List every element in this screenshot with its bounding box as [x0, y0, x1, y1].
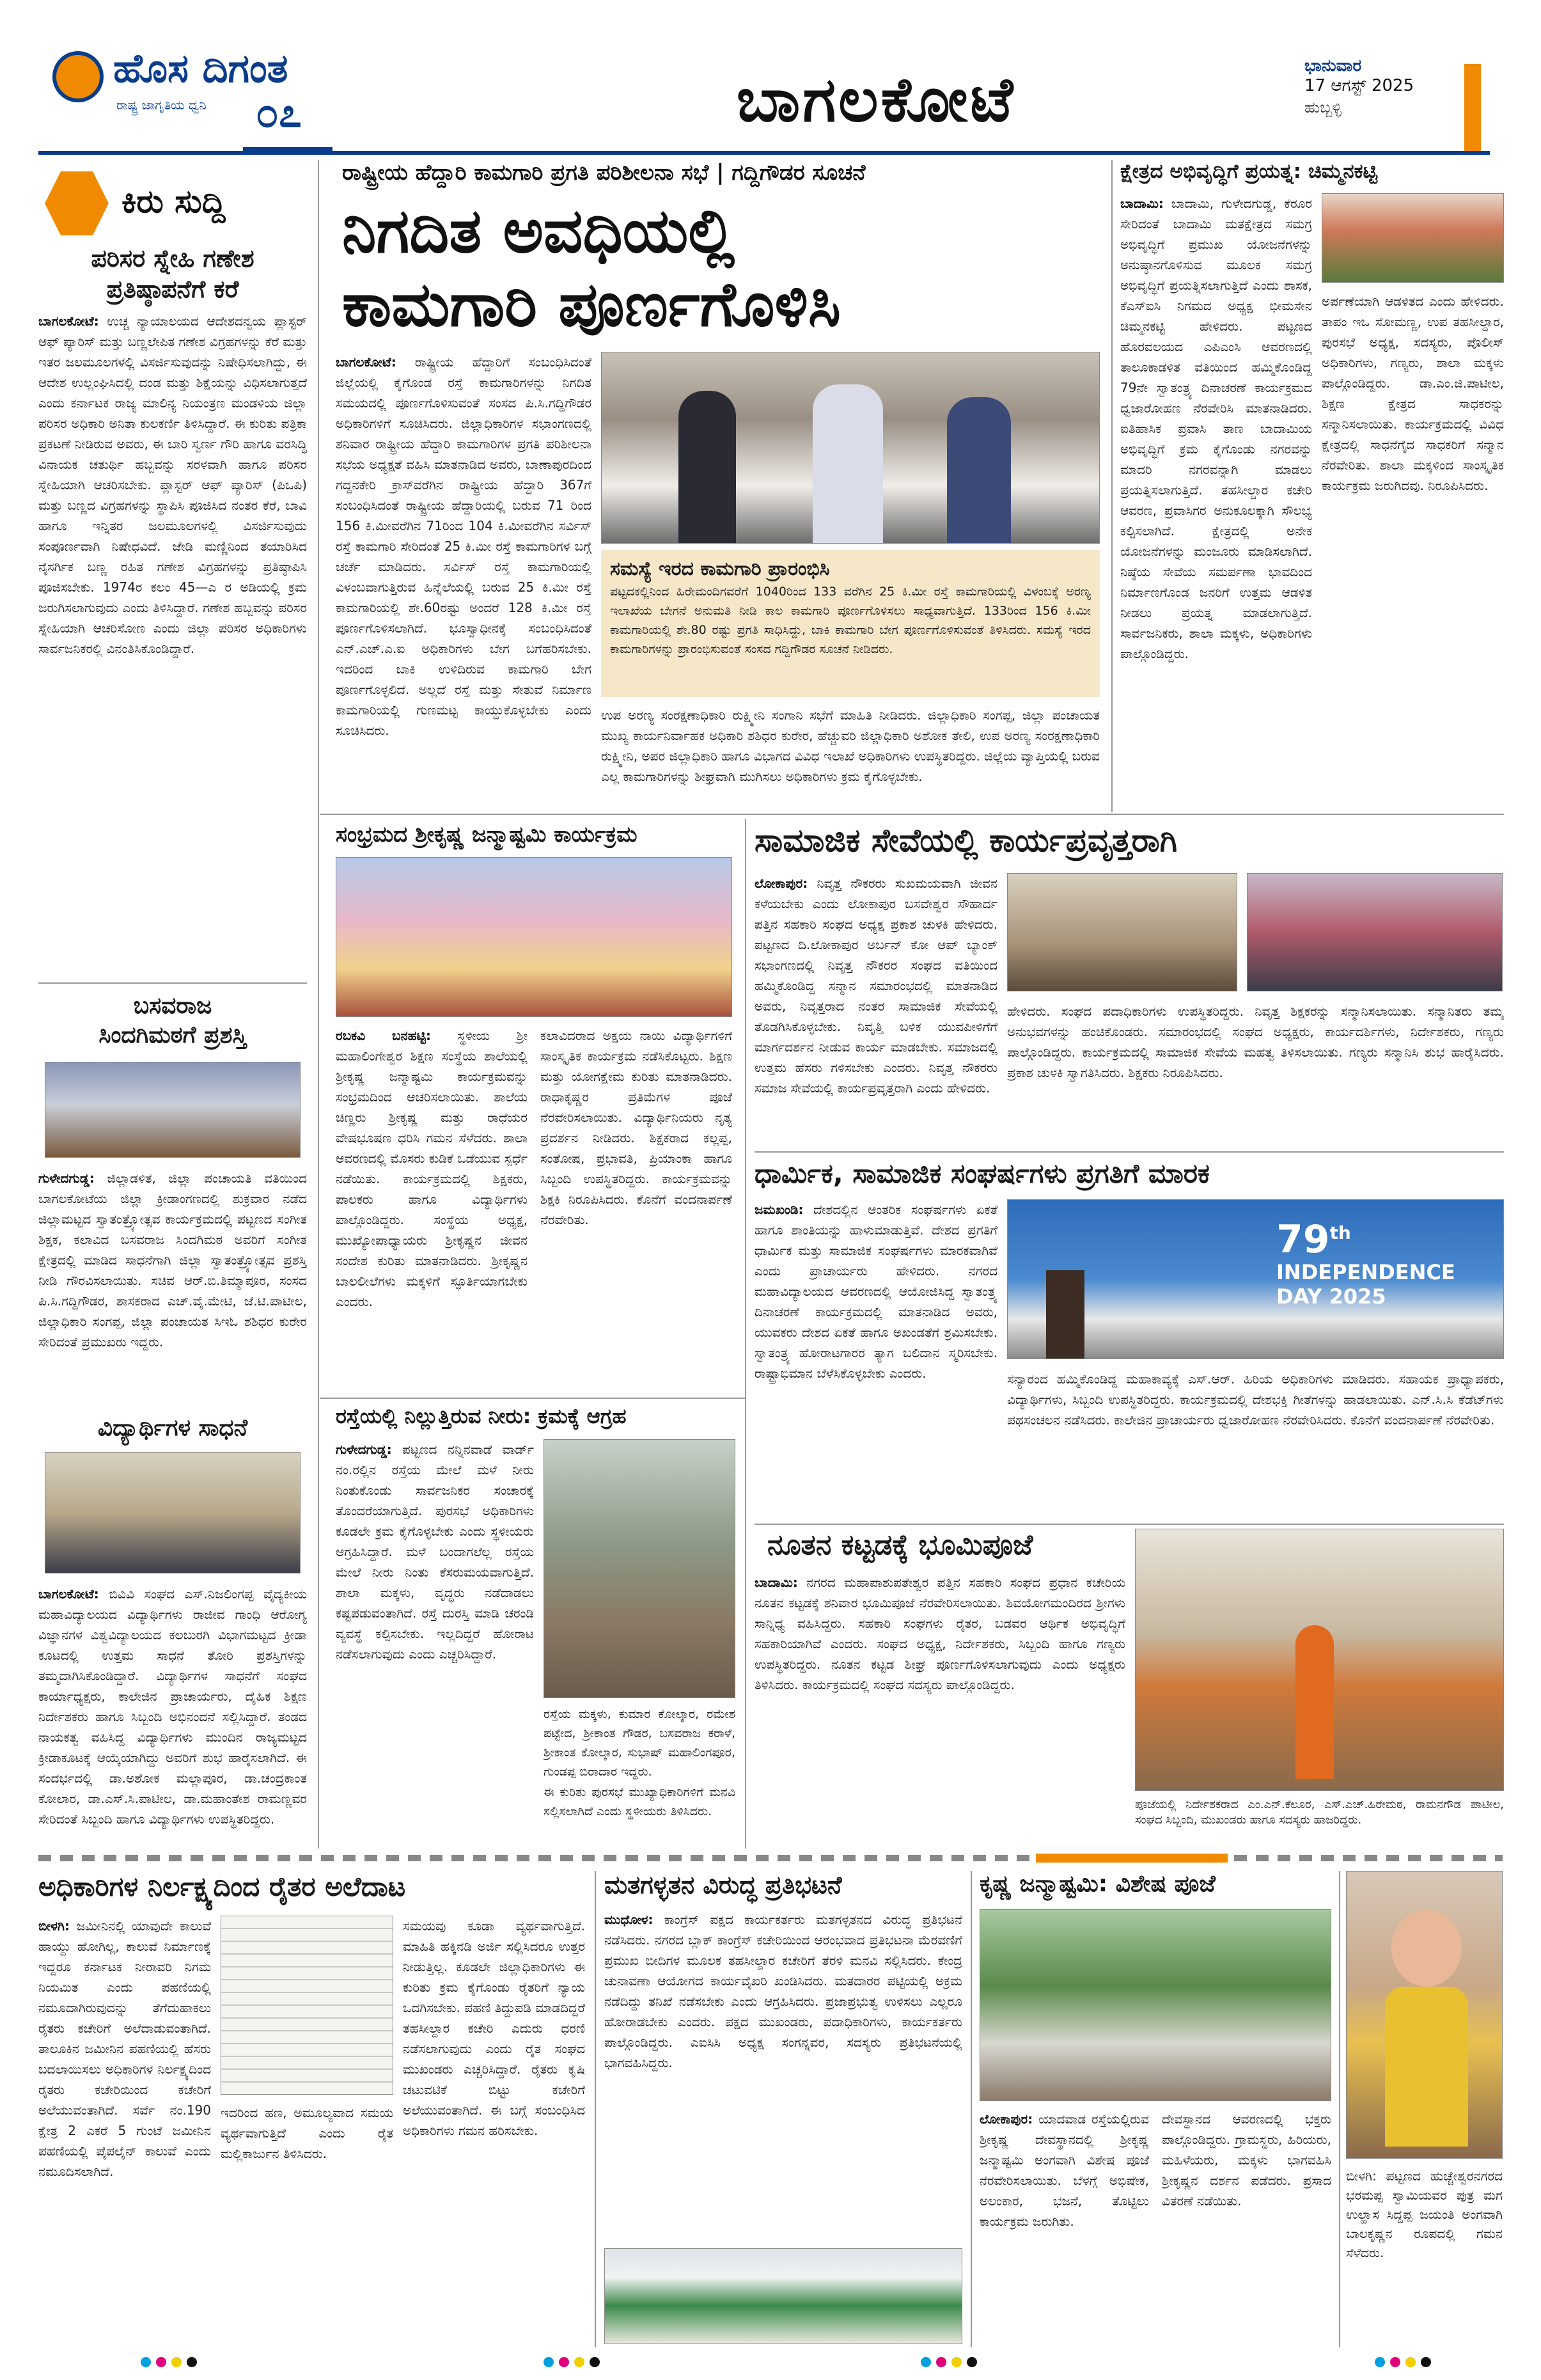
hand-icon [45, 171, 109, 235]
protest-body-text: ಕಾಂಗ್ರೆಸ್ ಪಕ್ಷದ ಕಾರ್ಯಕರ್ತರು ಮತಗಳ್ಳತನದ ವಿರುದ್ಧ ಪ್ರತಿಭಟನೆ ನಡೆಸಿದರು. ನಗರದ ಬ್ಲಾಕ್ ಕಾಂಗ್ರೆಸ್ ಕಚೇರಿಯಿಂದ ಆರಂಭವಾದ ಪ್ರತಿಭಟನಾ ಮೆರವಣಿಗೆ ಪ್ರಮುಖ ಬೀದಿಗಳ ಮೂಲಕ ತಹಸೀಲ್ದಾರ ಕಚೇರಿಗೆ ತೆರಳಿ ಮನವಿ ಸಲ್ಲಿಸಿದರು. ಕೇಂದ್ರ ಚುನಾವಣಾ ಆಯೋಗದ ಕಾರ್ಯವೈಖರಿ ಖಂಡಿಸಿದರು. ಮತದಾರರ ಪಟ್ಟಿಯಲ್ಲಿ ಅಕ್ರಮ ನಡೆದಿದ್ದು ತನಿಖೆ ನಡೆಸಬೇಕು ಎಂದು ಆಗ್ರಹಿಸಿದರು. ಪ್ರಜಾಪ್ರಭುತ್ವ ಉಳಿಸಲು ಎಲ್ಲರೂ ಹೋರಾಡಬೇಕು ಎಂದರು. ಪಕ್ಷದ ಮುಖಂಡರು, ಪದಾಧಿಕಾರಿಗಳು, ಕಾರ್ಯಕರ್ತರು ಪಾಲ್ಗೊಂಡಿದ್ದರು. ಎಐಸಿಸಿ ಅಧ್ಯಕ್ಷ ಸಂಗನ್ನವರ, ಸದಸ್ಯರು ಪ್ರತಿಭಟನೆಯಲ್ಲಿ ಭಾಗವಹಿಸಿದ್ದರು. [604, 1912, 962, 2070]
waterlogged-road-photo [544, 1439, 735, 1698]
reg-dot-magenta [559, 2357, 569, 2367]
lead-body-col2 [601, 705, 1100, 801]
water-body-text-2: ರಸ್ತೆಯ ಮಕ್ಕಳು, ಕುಮಾರ ಕೋಲ್ಕಾರ, ರಮೇಶ ಪಟ್ಟೇದ, ಶ್ರೀಕಾಂತ ಗೌಡರ, ಬಸವರಾಜ ಕರಾಳೆ, ಶ್ರೀಕಾಂತ ಕೋಲ್ಕಾರ, ಸುಭಾಷ್ ಮಹಾಲಿಂಗಪೂರ, ಗುಂಡಪ್ಪ ಬಿರಾದಾರ ಇದ್ದರು. [544, 1707, 735, 1779]
protest-rally-photo [604, 2248, 962, 2344]
photo-person-1 [678, 391, 736, 544]
reg-dot-cyan [141, 2357, 151, 2367]
reg-dot-magenta [1390, 2357, 1400, 2367]
bhoomi-story [755, 1529, 1504, 1848]
land-record-document-photo [221, 1916, 393, 2095]
masthead-rule [38, 151, 1490, 155]
social-body-2 [1007, 1001, 1504, 1142]
janmashtami-body-2 [540, 1025, 732, 1383]
region-headline: ಕ್ಷೇತ್ರದ ಅಭಿವೃದ್ಧಿಗೆ ಪ್ರಯತ್ನ: ಚಿಮ್ಮನಕಟ್ಟಿ [1120, 160, 1378, 183]
social-dateline: ಲೋಕಾಪುರ: [755, 876, 808, 891]
dharmika-body [755, 1199, 997, 1513]
lead-kicker: ರಾಷ್ಟ್ರೀಯ ಹೆದ್ದಾರಿ ಕಾಮಗಾರಿ ಪ್ರಗತಿ ಪರಿಶೀಲನಾ ಸಭೆ | ಗದ್ದಿಗೌಡರ ಸೂಚನೆ [342, 160, 866, 185]
masthead-orange-bar [1464, 64, 1481, 154]
protest-headline: ಮತಗಳ್ಳತನ ವಿರುದ್ಧ ಪ್ರತಿಭಟನೆ [604, 1871, 842, 1899]
janmashtami-bottom-divider [320, 1398, 745, 1399]
kiru-s2-title-2: ಸಿಂದಗಿಮಠಗೆ ಪ್ರಶಸ್ತಿ [98, 1022, 247, 1048]
krishna-temple-photo [980, 1909, 1331, 2101]
kiru-s2-dateline: ಗುಳೇದಗುಡ್ಡ: [38, 1170, 95, 1186]
water-body-text-3: ಈ ಕುರಿತು ಪುರಸಭೆ ಮುಖ್ಯಾಧಿಕಾರಿಗಳಿಗೆ ಮನವಿ ಸಲ್ಲಿಸಲಾಗಿದೆ ಎಂದು ಸ್ಥಳೀಯರು ತಿಳಿಸಿದರು. [544, 1785, 735, 1818]
section-title: ಬಾಗಲಕೋಟೆ [736, 64, 1016, 136]
janmashtami-body [336, 1025, 528, 1383]
kiru-story-3 [38, 1414, 307, 1827]
reg-dot-magenta [156, 2357, 166, 2367]
farmers-divider [595, 1871, 596, 2347]
row1-divider [320, 814, 1504, 815]
region-dateline: ಬಾದಾಮಿ: [1120, 196, 1164, 211]
kiru-s2-body [38, 1168, 307, 1411]
bhoomi-dateline: ಬಾದಾಮಿ: [755, 1575, 798, 1590]
bala-krishna-caption: ಬೀಳಗಿ: ಪಟ್ಟಣದ ಹುಚ್ಚೇಶ್ವರನಗರದ ಭರಮಪ್ಪ ಸ್ವಾಮಿಯವರ ಪುತ್ರ ಮಗ ಉಲ್ಹಾಸ ಸಿದ್ದಪ್ಪ ಜಯಂತಿ ಅಂಗವಾಗಿ ಬಾಲಕೃಷ್ಣನ ರೂಪದಲ್ಲಿ ಗಮನ ಸೆಳೆದರು. [1346, 2168, 1503, 2260]
bhoomi-body [755, 1572, 1125, 1844]
farmers-dateline: ಬೀಳಗಿ: [38, 1918, 70, 1934]
kiru-s3-dateline: ಬಾಗಲಕೋಟೆ: [38, 1586, 99, 1602]
protest-dateline: ಮುಧೋಳ: [604, 1912, 653, 1927]
water-body-2 [544, 1705, 735, 1781]
kiru-s1-text: ಉಚ್ಚ ನ್ಯಾಯಾಲಯದ ಆದೇಶದನ್ವಯ ಪ್ಲಾಸ್ಟರ್ ಆಫ್ ಪ್ಯಾರಿಸ್ ಮತ್ತು ಬಣ್ಣಲೇಪಿತ ಗಣೇಶ ವಿಗ್ರಹಗಳನ್ನು ಕೆರೆ ಮತ್ತು ಇತರ ಜಲಮೂಲಗಳಲ್ಲಿ ವಿಸರ್ಜಿಸುವುದನ್ನು ನಿಷೇಧಿಸಲಾಗಿದ್ದು, ಈ ಆದೇಶ ಉಲ್ಲಂಘಿಸಿದಲ್ಲಿ ದಂಡ ಮತ್ತು ಶಿಕ್ಷೆಯನ್ನು ವಿಧಿಸಲಾಗುತ್ತದೆ ಎಂದು ಕರ್ನಾಟಕ ರಾಜ್ಯ ಮಾಲಿನ್ಯ ನಿಯಂತ್ರಣ ಮಂಡಳಿಯ ಜಿಲ್ಲಾ ಪರಿಸರ ಅಧಿಕಾರಿ ಅನಿತಾ ಕುಲಕರ್ಣಿ ತಿಳಿಸಿದ್ದಾರೆ. ಈ ಕುರಿತು ಪತ್ರಿಕಾ ಪ್ರಕಟಣೆ ನೀಡಿರುವ ಅವರು, ಈ ಬಾರಿ ಸ್ವರ್ಣ ಗೌರಿ ಹಾಗೂ ವರಸಿದ್ಧಿ ವಿನಾಯಕ ಚತುರ್ಥಿ ಹಬ್ಬವನ್ನು ಸರಳವಾಗಿ ಹಾಗೂ ಪರಿಸರ ಸ್ನೇಹಿಯಾಗಿ ಆಚರಿಸಬೇಕು. ಪ್ಲಾಸ್ಟರ್ ಆಫ್ ಪ್ಯಾರಿಸ್ (ಪಿಒಪಿ) ಮತ್ತು ಬಣ್ಣದ ವಿಗ್ರಹಗಳನ್ನು ಸ್ಥಾಪಿಸಿ ಪೂಜಿಸಿದ ನಂತರ ಕೆರೆ, ಬಾವಿ ಹಾಗೂ ಇನ್ನಿತರ ಜಲಮೂಲಗಳಲ್ಲಿ ವಿಸರ್ಜಿಸುವುದು ಸಂಪೂರ್ಣವಾಗಿ ನಿಷೇಧವಿದೆ. ಜೇಡಿ ಮಣ್ಣಿನಿಂದ ತಯಾರಿಸಿದ ನೈಸರ್ಗಿಕ ಬಣ್ಣ ರಹಿತ ಗಣೇಶ ವಿಗ್ರಹಗಳನ್ನು ಪ್ರತಿಷ್ಠಾಪಿಸಿ ಪೂಜಿಸಬೇಕು. 1974ರ ಕಲಂ 45—ಎ ರ ಅಡಿಯಲ್ಲಿ ಕ್ರಮ ಜರುಗಿಸಲಾಗುವುದು ಎಂದು ತಿಳಿಸಿದ್ದಾರೆ. ಗಣೇಶ ಹಬ್ಬವನ್ನು ಪರಿಸರ ಸ್ನೇಹಿಯಾಗಿ ಆಚರಿಸೋಣ ಎಂದು ಜಿಲ್ಲಾ ಪರಿಸರ ಅಧಿಕಾರಿಗಳು ಸಾರ್ವಜನಿಕರಲ್ಲಿ ವಿನಂತಿಸಿಕೊಂಡಿದ್ದಾರೆ. [38, 313, 307, 656]
region-body-text: ಬಾದಾಮಿ, ಗುಳೇದಗುಡ್ಡ, ಕೆರೂರ ಸೇರಿದಂತೆ ಬಾದಾಮಿ ಮತಕ್ಷೇತ್ರದ ಸಮಗ್ರ ಅಭಿವೃದ್ಧಿಗೆ ಪ್ರಮುಖ ಯೋಜನೆಗಳನ್ನು ಅನುಷ್ಠಾನಗೊಳಿಸುವ ಮೂಲಕ ಸಮಗ್ರ ಅಭಿವೃದ್ಧಿಗೆ ಪ್ರಯತ್ನಿಸಲಾಗುತ್ತಿದೆ ಎಂದು ಶಾಸಕ, ಕೆಎಸ್‌ಐಸಿ ನಿಗಮದ ಅಧ್ಯಕ್ಷ ಭೀಮಸೇನ ಚಿಮ್ಮನಕಟ್ಟಿ ಹೇಳಿದರು. ಪಟ್ಟಣದ ಹೊರವಲಯದ ಎಪಿಎಂಸಿ ಆವರಣದಲ್ಲಿ ತಾಲೂಕಾಡಳಿತ ವತಿಯಿಂದ ಹಮ್ಮಿಕೊಂಡಿದ್ದ 79ನೇ ಸ್ವಾತಂತ್ರ್ಯ ದಿನಾಚರಣೆ ಕಾರ್ಯಕ್ರಮದ ಧ್ವಜಾರೋಹಣ ನೆರವೇರಿಸಿ ಮಾತನಾಡಿದರು. ಐತಿಹಾಸಿಕ ಪ್ರವಾಸಿ ತಾಣ ಬಾದಾಮಿಯ ಅಭಿವೃದ್ಧಿಗೆ ಕ್ರಮ ಕೈಗೊಂಡು ನಗರವನ್ನು ಮಾದರಿ ನಗರವನ್ನಾಗಿ ಮಾಡಲು ಪ್ರಯತ್ನಿಸಲಾಗುತ್ತಿದೆ. ತಹಸೀಲ್ದಾರ ಕಚೇರಿ ಆವರಣ, ಪ್ರವಾಸಿಗರ ಅನುಕೂಲಕ್ಕಾಗಿ ಸೌಲಭ್ಯ ಕಲ್ಪಿಸಲಾಗಿದೆ. ಕ್ಷೇತ್ರದಲ್ಲಿ ಅನೇಕ ಯೋಜನೆಗಳನ್ನು ಮಂಜೂರು ಮಾಡಿಸಲಾಗಿದೆ. ನಿಷ್ಠೆಯ ಸೇವೆಯ ಸಮರ್ಪಣಾ ಭಾವದಿಂದ ನಿರ್ಮಾಣಗೊಂಡ ಜನರಿಗೆ ಉತ್ತಮ ಆಡಳಿತ ನೀಡಲು ಪ್ರಯತ್ನ ಮಾಡಲಾಗುತ್ತಿದೆ. ಸಾರ್ವಜನಿಕರು, ಶಾಲಾ ಮಕ್ಕಳು, ಅಧಿಕಾರಿಗಳು ಪಾಲ್ಗೊಂಡಿದ್ದರು. [1120, 196, 1312, 661]
reg-dot-cyan [544, 2357, 554, 2367]
farmers-body-text-3: ಇದರಿಂದ ಹಣ, ಅಮೂಲ್ಯವಾದ ಸಮಯ ವ್ಯರ್ಥವಾಗುತ್ತಿದೆ ಎಂದು ರೈತ ಮಲ್ಲಿಕಾರ್ಜುನ ತಿಳಿಸಿದರು. [221, 2105, 393, 2161]
kiru-badge [38, 171, 307, 235]
lead-body-col1 [336, 352, 591, 800]
lead-caption-body: ಪಟ್ಟದಕಲ್ಲಿನಿಂದ ಹಿರೇಮಂದಿಗವರೆಗೆ 1040ರಿಂದ 133 ವರೆಗಿನ 25 ಕಿ.ಮೀ ರಸ್ತೆ ಕಾಮಗಾರಿಯಲ್ಲಿ ವಿಳಂಬಕ್ಕೆ ಅರಣ್ಯ ಇಲಾಖೆಯ ಬೇಗನೆ ಅನುಮತಿ ನೀಡಿ ಕಾಲ ಕಾಮಗಾರಿ ಪೂರ್ಣಗೊಳಿಸಲು ಸಾಧ್ಯವಾಗುತ್ತಿದೆ. 133ರಿಂದ 156 ಕಿ.ಮೀ ಕಾಮಗಾರಿಯಲ್ಲಿ ಶೇ.80 ರಷ್ಟು ಪ್ರಗತಿ ಸಾಧಿಸಿದ್ದು, ಬಾಕಿ ಕಾಮಗಾರಿ ಬೇಗ ಪೂರ್ಣಗೊಳಿಸುವಂತೆ ತಿಳಿಸಿದರು. ಸಮಸ್ಯೆ ಇರದ ಕಾಮಗಾರಿಗಳನ್ನು ಪ್ರಾರಂಭಿಸುವಂತೆ ಸಂಸದ ಗದ್ದಿಗೌಡರ ಸೂಚನೆ ನೀಡಿದರು. [610, 585, 1091, 656]
social-body [755, 873, 997, 1142]
bala-krishna-photo [1346, 1871, 1503, 2159]
masthead [0, 0, 1541, 160]
bhoomi-headline: ನೂತನ ಕಟ್ಟಡಕ್ಕೆ ಭೂಮಿಪೂಜೆ [767, 1529, 1033, 1561]
bhoomi-body-text: ನಗರದ ಮಹಾಪಾಶುಪತೇಶ್ವರ ಪತ್ತಿನ ಸಹಕಾರಿ ಸಂಘದ ಪ್ರಧಾನ ಕಚೇರಿಯ ನೂತನ ಕಟ್ಟಡಕ್ಕೆ ಶನಿವಾರ ಭೂಮಿಪೂಜೆ ನೆರವೇರಿಸಲಾಯಿತು. ಶಿವಯೋಗಮಂದಿರದ ಶ್ರೀಗಳು ಸಾನ್ನಿಧ್ಯ ವಹಿಸಿದ್ದರು. ಸಹಕಾರಿ ಸಂಘಗಳು ರೈತರ, ಬಡವರ ಆರ್ಥಿಕ ಅಭಿವೃದ್ಧಿಗೆ ಸಹಕಾರಿಯಾಗಿವೆ ಎಂದರು. ಸಂಘದ ಅಧ್ಯಕ್ಷ, ನಿರ್ದೇಶಕರು, ಸಿಬ್ಬಂದಿ ಹಾಗೂ ಗಣ್ಯರು ಉಪಸ್ಥಿತರಿದ್ದರು. ನೂತನ ಕಟ್ಟಡ ಶೀಘ್ರ ಪೂರ್ಣಗೊಳಿಸಲಾಗುವುದು ಎಂದು ಅಧ್ಯಕ್ಷರು ತಿಳಿಸಿದರು. ಕಾರ್ಯಕ್ರಮದಲ್ಲಿ ಸಂಘದ ಸದಸ್ಯರು ಪಾಲ್ಗೊಂಡಿದ್ದರು. [755, 1575, 1125, 1692]
farmers-body-3 [221, 2102, 393, 2344]
lead-body-text-2: ಉಪ ಅರಣ್ಯ ಸಂರಕ್ಷಣಾಧಿಕಾರಿ ರುಕ್ಷ್ಮೀನಿ ಸಂಗಾನಿ ಸಭೆಗೆ ಮಾಹಿತಿ ನೀಡಿದರು. ಜಿಲ್ಲಾಧಿಕಾರಿ ಸಂಗಪ್ಪ, ಜಿಲ್ಲಾ ಪಂಚಾಯತ ಮುಖ್ಯ ಕಾರ್ಯನಿರ್ವಾಹಕ ಅಧಿಕಾರಿ ಶಶಿಧರ ಕುರೇರ, ಹೆಚ್ಚುವರಿ ಜಿಲ್ಲಾಧಿಕಾರಿ ಅಶೋಕ ತೇಲಿ, ಉಪ ಅರಣ್ಯ ಸಂರಕ್ಷಣಾಧಿಕಾರಿ ರುಕ್ಷ್ಮೀನಿ, ಅಪರ ಜಿಲ್ಲಾಧಿಕಾರಿ ಹಾಗೂ ವಿಭಾಗದ ವಿವಿಧ ಇಲಾಖೆ ಅಧಿಕಾರಿಗಳು ಉಪಸ್ಥಿತರಿದ್ದರು. ಜಿಲ್ಲೆಯ ವ್ಯಾಪ್ತಿಯಲ್ಲಿ ಬರುವ ಎಲ್ಲ ಕಾಮಗಾರಿಗಳನ್ನು ಶೀಘ್ರವಾಗಿ ಮುಗಿಸಲು ಅಧಿಕಾರಿಗಳು ಕ್ರಮ ಕೈಗೊಳ್ಳಬೇಕು. [601, 707, 1100, 784]
krishna-divider [1339, 1871, 1340, 2347]
lead-dateline: ಬಾಗಲಕೋಟೆ: [336, 354, 396, 370]
independence-day-photo [1007, 1199, 1504, 1359]
lead-story [329, 160, 1106, 806]
krishna-body-text: ಯಾದವಾಡ ರಸ್ತೆಯಲ್ಲಿರುವ ಶ್ರೀಕೃಷ್ಣ ದೇವಸ್ಥಾನದಲ್ಲಿ ಶ್ರೀಕೃಷ್ಣ ಜನ್ಮಾಷ್ಟಮಿ ಅಂಗವಾಗಿ ವಿಶೇಷ ಪೂಜೆ ನೆರವೇರಿಸಲಾಯಿತು. ಬೆಳಗ್ಗೆ ಅಭಿಷೇಕ, ಅಲಂಕಾರ, ಭಜನೆ, ತೊಟ್ಟಿಲು ಕಾರ್ಯಕ್ರಮ ಜರುಗಿತು. [980, 2111, 1149, 2229]
kiru-story-2 [38, 991, 307, 1350]
independence-banner [1276, 1213, 1494, 1309]
banner-word-2: DAY 2025 [1276, 1284, 1386, 1309]
lead-caption-box [601, 550, 1100, 697]
award-ceremony-photo [45, 1062, 301, 1158]
dharmika-dateline: ಜಮಖಂಡಿ: [755, 1202, 804, 1217]
podium [1046, 1270, 1084, 1359]
krishna-body-2 [1162, 2109, 1331, 2345]
krishna-dateline: ಲೋಕಾಪುರ: [980, 2111, 1033, 2127]
city-label: ಹುಬ್ಬಳ್ಳಿ [1304, 99, 1342, 116]
janmashtami-story [329, 822, 739, 1391]
janmashtami-body-text: ಸ್ಥಳೀಯ ಶ್ರೀ ಮಹಾಲಿಂಗೇಶ್ವರ ಶಿಕ್ಷಣ ಸಂಸ್ಥೆಯ ಶಾಲೆಯಲ್ಲಿ ಶ್ರೀಕೃಷ್ಣ ಜನ್ಮಾಷ್ಟಮಿ ಕಾರ್ಯಕ್ರಮವನ್ನು ಸಂಭ್ರಮದಿಂದ ಆಚರಿಸಲಾಯಿತು. ಶಾಲೆಯ ಚಿಣ್ಣರು ಶ್ರೀಕೃಷ್ಣ ಮತ್ತು ರಾಧೆಯರ ವೇಷಭೂಷಣ ಧರಿಸಿ ಗಮನ ಸೆಳೆದರು. ಶಾಲಾ ಆವರಣದಲ್ಲಿ ಮೊಸರು ಕುಡಿಕೆ ಒಡೆಯುವ ಸ್ಪರ್ಧೆ ನಡೆಯಿತು. ಕಾರ್ಯಕ್ರಮದಲ್ಲಿ ಶಿಕ್ಷಕರು, ಪಾಲಕರು ಹಾಗೂ ವಿದ್ಯಾರ್ಥಿಗಳು ಪಾಲ್ಗೊಂಡಿದ್ದರು. ಸಂಸ್ಥೆಯ ಅಧ್ಯಕ್ಷ, ಮುಖ್ಯೋಪಾಧ್ಯಾಯರು ಶ್ರೀಕೃಷ್ಣನ ಜೀವನ ಸಂದೇಶ ಕುರಿತು ಮಾತನಾಡಿದರು. ಶ್ರೀಕೃಷ್ಣನ ಬಾಲಲೀಲೆಗಳು ಮಕ್ಕಳಿಗೆ ಸ್ಫೂರ್ತಿಯಾಗಬೇಕು ಎಂದರು. [336, 1028, 528, 1309]
lead-right-divider [1111, 160, 1113, 812]
farmers-headline: ಅಧಿಕಾರಿಗಳ ನಿರ್ಲಕ್ಷ್ಯದಿಂದ ರೈತರ ಅಲೆದಾಟ [38, 1871, 406, 1902]
dharmika-body-text: ದೇಶದಲ್ಲಿನ ಆಂತರಿಕ ಸಂಘರ್ಷಗಳು ಏಕತೆ ಹಾಗೂ ಶಾಂತಿಯನ್ನು ಹಾಳುಮಾಡುತ್ತಿವೆ. ದೇಶದ ಪ್ರಗತಿಗೆ ಧಾರ್ಮಿಕ ಮತ್ತು ಸಾಮಾಜಿಕ ಸಂಘರ್ಷಗಳು ಮಾರಕವಾಗಿವೆ ಎಂದು ಪ್ರಾಚಾರ್ಯರು ಹೇಳಿದರು. ನಗರದ ಮಹಾವಿದ್ಯಾಲಯದ ಆವರಣದಲ್ಲಿ ಆಯೋಜಿಸಿದ್ದ ಸ್ವಾತಂತ್ರ್ಯ ದಿನಾಚರಣೆ ಕಾರ್ಯಕ್ರಮದಲ್ಲಿ ಮಾತನಾಡಿದ ಅವರು, ಯುವಕರು ದೇಶದ ಏಕತೆ ಹಾಗೂ ಅಖಂಡತೆಗೆ ಶ್ರಮಿಸಬೇಕು. ಸ್ವಾತಂತ್ರ್ಯ ಹೋರಾಟಗಾರರ ತ್ಯಾಗ ಬಲಿದಾನ ಸ್ಮರಿಸಬೇಕು. ರಾಷ್ಟ್ರಾಭಿಮಾನ ಬೆಳೆಸಿಕೊಳ್ಳಬೇಕು ಎಂದರು. [755, 1202, 997, 1381]
lead-headline-2: ಕಾಮಗಾರಿ ಪೂರ್ಣಗೊಳಿಸಿ [342, 269, 841, 340]
farmers-body-text-2: ಸಮಯವು ಕೂಡಾ ವ್ಯರ್ಥವಾಗುತ್ತಿದೆ. ಮಾಹಿತಿ ಹಕ್ಕಿನಡಿ ಅರ್ಜಿ ಸಲ್ಲಿಸಿದರೂ ಉತ್ತರ ನೀಡುತ್ತಿಲ್ಲ. ಕೂಡಲೇ ಜಿಲ್ಲಾಧಿಕಾರಿಗಳು ಈ ಕುರಿತು ಕ್ರಮ ಕೈಗೊಂಡು ರೈತರಿಗೆ ನ್ಯಾಯ ಒದಗಿಸಬೇಕು. ಪಹಣಿ ತಿದ್ದುಪಡಿ ಮಾಡದಿದ್ದರೆ ತಹಸೀಲ್ದಾರ ಕಚೇರಿ ಎದುರು ಧರಣಿ ನಡೆಸಲಾಗುವುದು ಎಂದು ರೈತ ಸಂಘದ ಮುಖಂಡರು ಎಚ್ಚರಿಸಿದ್ದಾರೆ. ರೈತರು ಕೃಷಿ ಚಟುವಟಿಕೆ ಬಿಟ್ಟು ಕಚೇರಿಗೆ ಅಲೆಯುವಂತಾಗಿದೆ. ಈ ಬಗ್ಗೆ ಸಂಬಂಧಿಸಿದ ಅಧಿಕಾರಿಗಳು ಗಮನ ಹರಿಸಬೇಕು. [403, 1918, 585, 2138]
krishna-body [980, 2109, 1149, 2345]
dharmika-body-2 [1007, 1369, 1504, 1513]
kiru-s1-body [38, 311, 307, 982]
paper-tagline: ರಾಷ್ಟ್ರ ಜಾಗೃತಿಯ ಧ್ವನಿ [116, 97, 207, 113]
reg-dot-black [1421, 2357, 1431, 2367]
reg-dot-yellow [1405, 2357, 1416, 2367]
janmashtami-headline: ಸಂಭ್ರಮದ ಶ್ರೀಕೃಷ್ಣ ಜನ್ಮಾಷ್ಟಮಿ ಕಾರ್ಯಕ್ರಮ [336, 822, 638, 847]
kiru-s2-text: ಜಿಲ್ಲಾಡಳಿತ, ಜಿಲ್ಲಾ ಪಂಚಾಯತಿ ವತಿಯಿಂದ ಬಾಗಲಕೋಟೆಯ ಜಿಲ್ಲಾ ಕ್ರೀಡಾಂಗಣದಲ್ಲಿ ಶುಕ್ರವಾರ ನಡೆದ ಜಿಲ್ಲಾಮಟ್ಟದ ಸ್ವಾತಂತ್ರ್ಯೋತ್ಸವ ಕಾರ್ಯಕ್ರಮದಲ್ಲಿ ಪಟ್ಟಣದ ಸಂಗೀತ ಶಿಕ್ಷಕ, ಕಲಾವಿದ ಬಸವರಾಜ ಸಿಂದಗಿಮಠ ಅವರಿಗೆ ಸಂಗೀತ ಕ್ಷೇತ್ರದಲ್ಲಿ ಮಾಡಿದ ಸಾಧನೆಗಾಗಿ ಜಿಲ್ಲಾ ಸ್ವಾತಂತ್ರ್ಯೋತ್ಸವ ಪ್ರಶಸ್ತಿ ನೀಡಿ ಗೌರವಿಸಲಾಯಿತು. ಸಚಿವ ಆರ್.ಬಿ.ತಿಮ್ಮಾಪೂರ, ಸಂಸದ ಪಿ.ಸಿ.ಗದ್ದಿಗೌಡರ, ಶಾಸಕರಾದ ಎಚ್.ವೈ.ಮೇಟಿ, ಜೆ.ಟಿ.ಪಾಟೀಲ, ಜಿಲ್ಲಾಧಿಕಾರಿ ಸಂಗಪ್ಪ, ಜಿಲ್ಲಾ ಪಂಚಾಯತ ಸಿಇಓ ಶಶಿಧರ ಕುರೇರ ಸೇರಿದಂತೆ ಪ್ರಮುಖರು ಇದ್ದರು. [38, 1170, 307, 1350]
kiru-s2-title-1: ಬಸವರಾಜ [133, 993, 212, 1019]
kiru-s3-text: ಬಿವಿವಿ ಸಂಘದ ಎಸ್.ನಿಜಲಿಂಗಪ್ಪ ವೈದ್ಯಕೀಯ ಮಹಾವಿದ್ಯಾಲಯದ ವಿದ್ಯಾರ್ಥಿಗಳು ರಾಜೀವ ಗಾಂಧಿ ಆರೋಗ್ಯ ವಿಜ್ಞಾನಗಳ ವಿಶ್ವವಿದ್ಯಾಲಯದ ಕಲಬುರಗಿ ವಿಭಾಗಮಟ್ಟದ ಕ್ರೀಡಾ ಕೂಟದಲ್ಲಿ ಉತ್ತಮ ಸಾಧನೆ ತೋರಿ ಪ್ರಶಸ್ತಿಗಳನ್ನು ತಮ್ಮದಾಗಿಸಿಕೊಂಡಿದ್ದಾರೆ. ವಿದ್ಯಾರ್ಥಿಗಳ ಸಾಧನೆಗೆ ಸಂಘದ ಕಾರ್ಯಾಧ್ಯಕ್ಷರು, ಕಾಲೇಜಿನ ಪ್ರಾಚಾರ್ಯರು, ದೈಹಿಕ ಶಿಕ್ಷಣ ನಿರ್ದೇಶಕರು ಹಾಗೂ ಸಿಬ್ಬಂದಿ ಅಭಿನಂದನೆ ಸಲ್ಲಿಸಿದ್ದಾರೆ. ತಂಡದ ನಾಯಕತ್ವ ವಹಿಸಿದ್ದ ವಿದ್ಯಾರ್ಥಿಗಳು ಮುಂದಿನ ರಾಜ್ಯಮಟ್ಟದ ಕ್ರೀಡಾಕೂಟಕ್ಕೆ ಆಯ್ಕೆಯಾಗಿದ್ದು ಅವರಿಗೆ ಶುಭ ಹಾರೈಸಲಾಗಿದೆ. ಈ ಸಂದರ್ಭದಲ್ಲಿ ಡಾ.ಅಶೋಕ ಮಲ್ಲಾಪೂರ, ಡಾ.ಚಂದ್ರಕಾಂತ ಕೋಲಾರ, ಡಾ.ಎಸ್.ಸಿ.ಪಾಟೀಲ, ಡಾ.ಮಹಾಂತೇಶ ರಾಮಣ್ಣವರ ಸೇರಿದಂತೆ ಸಿಬ್ಬಂದಿ ಹಾಗೂ ವಿದ್ಯಾರ್ಥಿಗಳು ಉಪಸ್ಥಿತರಿದ್ದರು. [38, 1586, 307, 1827]
water-story [329, 1404, 739, 1848]
banner-sup: th [1329, 1222, 1351, 1243]
dharmika-body-text-2: ಸನ್ಯಾರಂದ ಹಮ್ಮಿಕೊಂಡಿದ್ದ ಮಹಾಕಾವ್ಯಕ್ಕೆ ಎಸ್.ಆರ್. ಹಿರಿಯ ಅಧಿಕಾರಿಗಳು ಮಾಡಿದರು. ಸಹಾಯಕ ಪ್ರಾಧ್ಯಾಪಕರು, ವಿದ್ಯಾರ್ಥಿಗಳು, ಸಿಬ್ಬಂದಿ ಉಪಸ್ಥಿತರಿದ್ದರು. ಕಾರ್ಯಕ್ರಮದಲ್ಲಿ ದೇಶಭಕ್ತಿ ಗೀತೆಗಳನ್ನು ಹಾಡಲಾಯಿತು. ಎನ್.ಸಿ.ಸಿ ಕೆಡೆಟ್‌ಗಳು ಪಥಸಂಚಲನ ನಡೆಸಿದರು. ಕಾಲೇಜಿನ ಪ್ರಾಚಾರ್ಯರು ಧ್ವಜಾರೋಹಣ ನೆರವೇರಿಸಿದರು. ಕೊನೆಗೆ ವಂದನಾರ್ಪಣೆ ನೆರವೇರಿತು. [1007, 1371, 1504, 1428]
reg-dot-black [590, 2357, 600, 2367]
social-felicitation-photo-2 [1247, 873, 1503, 991]
region-story [1120, 160, 1504, 806]
water-body [336, 1439, 534, 1842]
date-block [1304, 56, 1458, 116]
swamiji-figure [1295, 1625, 1334, 1779]
krishna-story [980, 1871, 1331, 2347]
janmashtami-stage-photo [336, 857, 732, 1017]
kiru-sidebar [38, 160, 307, 1829]
photo-person-3 [947, 397, 1011, 544]
janmashtami-dateline: ರಬಕವಿ ಬನಹಟ್ಟಿ: [336, 1028, 431, 1043]
water-body-3 [544, 1783, 735, 1843]
kiru-s1-title-2: ಪ್ರತಿಷ್ಠಾಪನೆಗೆ ಕರೆ [106, 275, 239, 303]
kiru-s1-title-1: ಪರಿಸರ ಸ್ನೇಹಿ ಗಣೇಶ [91, 244, 254, 272]
reg-dot-magenta [936, 2357, 946, 2367]
water-body-text: ಪಟ್ಟಣದ ನನ್ನಿನವಾಡೆ ವಾರ್ಡ್ ನಂ.ರಲ್ಲಿನ ರಸ್ತೆಯ ಮೇಲೆ ಮಳೆ ನೀರು ನಿಂತುಕೊಂಡು ಸಾರ್ವಜನಿಕರ ಸಂಚಾರಕ್ಕೆ ತೊಂದರೆಯಾಗುತ್ತಿದೆ. ಪುರಸಭೆ ಅಧಿಕಾರಿಗಳು ಕೂಡಲೇ ಕ್ರಮ ಕೈಗೊಳ್ಳಬೇಕು ಎಂದು ಸ್ಥಳೀಯರು ಆಗ್ರಹಿಸಿದ್ದಾರೆ. ಮಳೆ ಬಂದಾಗಲೆಲ್ಲ ರಸ್ತೆಯ ಮೇಲೆ ನೀರು ನಿಂತು ಕೆಸರುಮಯವಾಗುತ್ತಿದೆ. ಶಾಲಾ ಮಕ್ಕಳು, ವೃದ್ಧರು ನಡೆದಾಡಲು ಕಷ್ಟಪಡುವಂತಾಗಿದೆ. ರಸ್ತೆ ದುರಸ್ತಿ ಮಾಡಿ ಚರಂಡಿ ವ್ಯವಸ್ಥೆ ಕಲ್ಪಿಸಬೇಕು. ಇಲ್ಲದಿದ್ದರೆ ಹೋರಾಟ ನಡೆಸಲಾಗುವುದು ಎಂದು ಎಚ್ಚರಿಸಿದ್ದಾರೆ. [336, 1442, 534, 1662]
region-body-text-2: ಅರ್ಪಣೆಯಾಗಿ ಆಡಳಿತದ ಎಂದು ಹೇಳಿದರು. ತಾಪಂ ಇಒ ಸೋಮಣ್ಣ, ಉಪ ತಹಸೀಲ್ದಾರ, ಪುರಸಭೆ ಅಧ್ಯಕ್ಷ, ಸದಸ್ಯರು, ಪೊಲೀಸ್ ಅಧಿಕಾರಿಗಳು, ಗಣ್ಯರು, ಶಾಲಾ ಮಕ್ಕಳು ಪಾಲ್ಗೊಂಡಿದ್ದರು. ಡಾ.ಎಂ.ಜಿ.ಪಾಟೀಲ, ಶಿಕ್ಷಣ ಕ್ಷೇತ್ರದ ಸಾಧಕರನ್ನು ಸನ್ಮಾನಿಸಲಾಯಿತು. ಕಾರ್ಯಕ್ರಮದಲ್ಲಿ ವಿವಿಧ ಕ್ಷೇತ್ರದಲ್ಲಿ ಸಾಧನೆಗೈದ ಸಾಧಕರಿಗೆ ಸನ್ಮಾನ ನೆರವೇರಿತು. ಶಾಲಾ ಮಕ್ಕಳಿಂದ ಸಾಂಸ್ಕೃತಿಕ ಕಾರ್ಯಕ್ರಮ ಜರುಗಿದವು. ನಿರೂಪಿಸಿದರು. [1322, 294, 1504, 493]
social-body-text-2: ಹೇಳಿದರು. ಸಂಘದ ಪದಾಧಿಕಾರಿಗಳು ಉಪಸ್ಥಿತರಿದ್ದರು. ನಿವೃತ್ತ ಶಿಕ್ಷಕರನ್ನು ಸನ್ಮಾನಿಸಲಾಯಿತು. ಸನ್ಮಾನಿತರು ತಮ್ಮ ಅನುಭವಗಳನ್ನು ಹಂಚಿಕೊಂಡರು. ಸಮಾರಂಭದಲ್ಲಿ ಸಂಘದ ಅಧ್ಯಕ್ಷರು, ಕಾರ್ಯದರ್ಶಿಗಳು, ನಿರ್ದೇಶಕರು, ಗಣ್ಯರು ಪಾಲ್ಗೊಂಡಿದ್ದರು. ಕಾರ್ಯಕ್ರಮದಲ್ಲಿ ಸಾಮಾಜಿಕ ಸೇವೆಯ ಮಹತ್ವ ತಿಳಿಸಲಾಯಿತು. ಗಣ್ಯರು ಸನ್ಮಾನಿಸಿ ಶುಭ ಹಾರೈಸಿದರು. ಪ್ರಕಾಶ ಚುಳಕಿ ಸ್ವಾಗತಿಸಿದರು. ಶಿಕ್ಷಕರು ನಿರೂಪಿಸಿದರು. [1007, 1004, 1504, 1080]
social-body-text: ನಿವೃತ್ತ ನೌಕರರು ಸುಖಮಯವಾಗಿ ಜೀವನ ಕಳೆಯಬೇಕು ಎಂದು ಲೋಕಾಪುರ ಬಸವೇಶ್ವರ ಸೌಹಾರ್ದ ಪತ್ತಿನ ಸಹಕಾರಿ ಸಂಘದ ಅಧ್ಯಕ್ಷ ಪ್ರಕಾಶ ಚುಳಕಿ ಹೇಳಿದರು. ಪಟ್ಟಣದ ದಿ.ಲೋಕಾಪುರ ಅರ್ಬನ್ ಕೋ ಆಪ್ ಬ್ಯಾಂಕ್ ಸಭಾಂಗಣದಲ್ಲಿ ನಿವೃತ್ತ ನೌಕರರ ಸಂಘದ ವತಿಯಿಂದ ಹಮ್ಮಿಕೊಂಡಿದ್ದ ಸನ್ಮಾನ ಸಮಾರಂಭದಲ್ಲಿ ಮಾತನಾಡಿದ ಅವರು, ನಿವೃತ್ತರಾದ ನಂತರ ಸಾಮಾಜಿಕ ಸೇವೆಯಲ್ಲಿ ತೊಡಗಿಸಿಕೊಳ್ಳಬೇಕು. ನಿವೃತ್ತಿ ಬಳಿಕ ಯುವಪೀಳಿಗೆಗೆ ಮಾರ್ಗದರ್ಶನ ನೀಡುವ ಕಾರ್ಯ ಮಾಡಬೇಕು. ಸಮಾಜದಲ್ಲಿ ಉತ್ತಮ ಹೆಸರು ಗಳಿಸಬೇಕು ಎಂದರು. ನಿವೃತ್ತ ನೌಕರರು ಸಮಾಜ ಸೇವೆಯಲ್ಲಿ ಕಾರ್ಯಪ್ರವೃತ್ತರಾಗಿ ಎಂದು ಹೇಳಿದರು. [755, 876, 997, 1096]
kiru-badge-label: ಕಿರು ಸುದ್ದಿ [121, 183, 226, 220]
child-costume [1385, 1987, 1468, 2147]
banner-number: 79 [1276, 1217, 1330, 1262]
farmers-body-2 [403, 1916, 585, 2344]
dharmika-story [755, 1158, 1504, 1519]
flag-hoisting-photo [1322, 193, 1504, 283]
kiru-s3-title: ವಿದ್ಯಾರ್ಥಿಗಳ ಸಾಧನೆ [97, 1415, 248, 1441]
water-headline: ರಸ್ತೆಯಲ್ಲಿ ನಿಲ್ಲುತ್ತಿರುವ ನೀರು: ಕ್ರಮಕ್ಕೆ ಆಗ್ರಹ [336, 1404, 627, 1428]
bhoomi-pooja-photo [1135, 1529, 1504, 1791]
logo-emblem-icon [52, 51, 104, 102]
dharmika-headline: ಧಾರ್ಮಿಕ, ಸಾಮಾಜಿಕ ಸಂಘರ್ಷಗಳು ಪ್ರಗತಿಗೆ ಮಾರಕ [755, 1158, 1210, 1189]
date-label: 17 ಆಗಸ್ಟ್ 2025 [1304, 76, 1414, 95]
krishna-headline: ಕೃಷ್ಣ ಜನ್ಮಾಷ್ಟಮಿ: ವಿಶೇಷ ಪೂಜೆ [980, 1871, 1216, 1897]
protest-divider [971, 1871, 972, 2347]
day-label: ಭಾನುವಾರ [1304, 56, 1362, 75]
farmers-body-text: ಜಮೀನಿನಲ್ಲಿ ಯಾವುದೇ ಕಾಲುವೆ ಹಾಯ್ದು ಹೋಗಿಲ್ಲ, ಕಾಲುವೆ ನಿರ್ಮಾಣಕ್ಕೆ ಇದ್ದರೂ ಕರ್ನಾಟಕ ನೀರಾವರಿ ನಿಗಮ ನಿಯಮಿತ ಎಂದು ಪಹಣಿಯಲ್ಲಿ ನಮೂದಾಗಿರುವುದನ್ನು ತೆಗೆದುಹಾಕಲು ರೈತರು ಕಚೇರಿಗೆ ಅಲೆದಾಡುವಂತಾಗಿದೆ. ತಾಲೂಕಿನ ಜಮೀನಿನ ಪಹಣಿಯಲ್ಲಿ ಹೆಸರು ಬದಲಾಯಿಸಲು ಅಧಿಕಾರಿಗಳ ನಿರ್ಲಕ್ಷ್ಯದಿಂದ ರೈತರು ಕಚೇರಿಯಿಂದ ಕಚೇರಿಗೆ ಅಲೆಯುವಂತಾಗಿದೆ. ಸರ್ವೆ ನಂ.190 ಕ್ಷೇತ್ರ 2 ಎಕರೆ 5 ಗುಂಟೆ ಜಮೀನಿನ ಪಹಣಿಯಲ್ಲಿ ಪೈಪಲೈನ್ ಕಾಲುವೆ ಎಂದು ನಮೂದಿಸಲಾಗಿದೆ. [38, 1918, 211, 2179]
bala-krishna-block [1346, 1871, 1503, 2347]
dharmika-bottom-divider [755, 1524, 1504, 1525]
page-number: ೦೭ [256, 90, 302, 137]
registration-marks-center [544, 2357, 607, 2370]
registration-marks-right [1375, 2357, 1439, 2370]
krishna-body-text-2: ದೇವಸ್ಥಾನದ ಆವರಣದಲ್ಲಿ ಭಕ್ತರು ಪಾಲ್ಗೊಂಡಿದ್ದರು. ಗ್ರಾಮಸ್ಥರು, ಹಿರಿಯರು, ಮಹಿಳೆಯರು, ಮಕ್ಕಳು ಭಾಗವಹಿಸಿ ಶ್ರೀಕೃಷ್ಣನ ದರ್ಶನ ಪಡೆದರು. ಪ್ರಸಾದ ವಿತರಣೆ ನಡೆಯಿತು. [1162, 2111, 1331, 2209]
students-photo [45, 1452, 301, 1573]
social-felicitation-photo-1 [1007, 873, 1237, 991]
child-figure [1391, 1910, 1462, 1987]
reg-dot-black [187, 2357, 197, 2367]
lead-caption-title: ಸಮಸ್ಯೆ ಇರದ ಕಾಮಗಾರಿ ಪ್ರಾರಂಭಿಸಿ [610, 558, 830, 580]
registration-marks-left [141, 2357, 205, 2370]
lead-meeting-photo [601, 352, 1100, 544]
reg-dot-black [967, 2357, 977, 2367]
janmashtami-body-text-2: ಕಲಾವಿದರಾದ ಅಕ್ಷಯ ನಾಯಿ ವಿದ್ಯಾರ್ಥಿಗಳಿಗೆ ಸಾಂಸ್ಕೃತಿಕ ಕಾರ್ಯಕ್ರಮ ನಡೆಸಿಕೊಟ್ಟರು. ಶಿಕ್ಷಣ ಮತ್ತು ಯೋಗಕ್ಷೇಮ ಕುರಿತು ಮಾತನಾಡಿದರು. ರಾಧಾಕೃಷ್ಣರ ಪ್ರತಿಮೆಗಳ ಪೂಜೆ ನೆರವೇರಿಸಲಾಯಿತು. ವಿದ್ಯಾರ್ಥಿನಿಯರು ನೃತ್ಯ ಪ್ರದರ್ಶನ ನೀಡಿದರು. ಶಿಕ್ಷಕರಾದ ಕಲ್ಲಪ್ಪ, ಸಂತೋಷ, ಪ್ರಭಾವತಿ, ಪ್ರಿಯಾಂಕಾ ಹಾಗೂ ಸಿಬ್ಬಂದಿ ಉಪಸ್ಥಿತರಿದ್ದರು. ಕಾರ್ಯಕ್ರಮವನ್ನು ಶಿಕ್ಷಕಿ ನಿರೂಪಿಸಿದರು. ಕೊನೆಗೆ ವಂದನಾರ್ಪಣೆ ನೆರವೇರಿತು. [540, 1028, 732, 1227]
sidebar-divider [318, 160, 319, 1848]
social-story [755, 822, 1504, 1145]
bottom-band-orange [1036, 1854, 1228, 1863]
bhoomi-caption: ಪೂಜೆಯಲ್ಲಿ ನಿರ್ದೇಶಕರಾದ ಎಂ.ಎನ್.ಕೆಲೂರ, ಎಸ್.ಎಚ್.ಹಿರೇಮಠ, ರಾಮನಗೌಡ ಪಾಟೀಲ, ಸಂಘದ ಸಿಬ್ಬಂದಿ, ಮುಖಂಡರು ಹಾಗೂ ಸದಸ್ಯರು ಹಾಜರಿದ್ದರು. [1135, 1798, 1504, 1827]
paper-name: ಹೊಸ ದಿಗಂತ [113, 45, 288, 91]
reg-dot-cyan [1375, 2357, 1385, 2367]
social-headline: ಸಾಮಾಜಿಕ ಸೇವೆಯಲ್ಲಿ ಕಾರ್ಯಪ್ರವೃತ್ತರಾಗಿ [755, 822, 1178, 859]
region-body-2 [1322, 291, 1504, 803]
bottom-band-dashes [38, 1855, 1503, 1861]
lead-body-text-1: ರಾಷ್ಟ್ರೀಯ ಹೆದ್ದಾರಿಗೆ ಸಂಬಂಧಿಸಿದಂತೆ ಜಿಲ್ಲೆಯಲ್ಲಿ ಕೈಗೊಂಡ ರಸ್ತೆ ಕಾಮಗಾರಿಗಳನ್ನು ನಿಗದಿತ ಸಮಯದಲ್ಲಿ ಪೂರ್ಣಗೊಳಿಸುವಂತೆ ಸಂಸದ ಪಿ.ಸಿ.ಗದ್ದಿಗೌಡರ ಅಧಿಕಾರಿಗಳಿಗೆ ಸೂಚಿಸಿದರು. ಜಿಲ್ಲಾಧಿಕಾರಿಗಳ ಸಭಾಂಗಣದಲ್ಲಿ ಶನಿವಾರ ರಾಷ್ಟ್ರೀಯ ಹೆದ್ದಾರಿ ಕಾಮಗಾರಿಗಳ ಪ್ರಗತಿ ಪರಿಶೀಲನಾ ಸಭೆಯ ಅಧ್ಯಕ್ಷತೆ ವಹಿಸಿ ಮಾತನಾಡಿದ ಅವರು, ಬಾಣಾಪುರದಿಂದ ಗದ್ದನಕೇರಿ ಕ್ರಾಸ್‌ವರೆಗಿನ ರಾಷ್ಟ್ರೀಯ ಹೆದ್ದಾರಿ 367ಗೆ ಸಂಬಂಧಿಸಿದಂತೆ ರಾಷ್ಟ್ರೀಯ ಹೆದ್ದಾರಿಯಲ್ಲಿ ಬರುವ 71 ರಿಂದ 156 ಕಿ.ಮೀವರೆಗಿನ 71ರಿಂದ 104 ಕಿ.ಮೀವರೆಗಿನ ಸರ್ವಿಸ್ ರಸ್ತೆ ಕಾಮಗಾರಿ ಸೇರಿದಂತೆ 25 ಕಿ.ಮೀ ರಸ್ತೆ ಕಾಮಗಾರಿಗಳ ಬಗ್ಗೆ ಚರ್ಚೆ ಮಾಡಿದರು. ಸರ್ವಿಸ್ ರಸ್ತೆ ಕಾಮಗಾರಿಯಲ್ಲಿ ವಿಳಂಬವಾಗುತ್ತಿರುವ ಹಿನ್ನೆಲೆಯಲ್ಲಿ ಬರುವ 25 ಕಿ.ಮೀ ರಸ್ತೆ ಕಾಮಗಾರಿಯಲ್ಲಿ ಶೇ.60ರಷ್ಟು ಅಂದರೆ 128 ಕಿ.ಮೀ ರಸ್ತೆ ಪೂರ್ಣಗೊಳಿಸಲಾಗಿದೆ. ಭೂಸ್ವಾಧೀನಕ್ಕೆ ಸಂಬಂಧಿಸಿದಂತೆ ಎನ್.ಎಚ್.ಎ.ಐ ಅಧಿಕಾರಿಗಳು ಬೇಗ ಬಗೆಹರಿಸಬೇಕು. ಇದರಿಂದ ಬಾಕಿ ಉಳಿದಿರುವ ಕಾಮಗಾರಿ ಬೇಗ ಪೂರ್ಣಗೊಳ್ಳಲಿದೆ. ಅಲ್ಲದೆ ರಸ್ತೆ ಮತ್ತು ಸೇತುವೆ ನಿರ್ಮಾಣ ಕಾಮಗಾರಿಯಲ್ಲಿ ಗುಣಮಟ್ಟ ಕಾಯ್ದುಕೊಳ್ಳಬೇಕು ಎಂದು ಸೂಚಿಸಿದರು. [336, 354, 591, 738]
protest-story [604, 1871, 962, 2347]
kiru-divider-1 [38, 982, 307, 984]
protest-body [604, 1909, 962, 2242]
registration-marks-mid [921, 2357, 985, 2370]
reg-dot-cyan [921, 2357, 931, 2367]
kiru-story-1 [38, 243, 307, 982]
water-dateline: ಗುಳೇದಗುಡ್ಡ: [336, 1442, 392, 1457]
farmers-body [38, 1916, 211, 2344]
lead-headline-1: ನಿಗದಿತ ಅವಧಿಯಲ್ಲಿ [342, 195, 735, 267]
reg-dot-yellow [171, 2357, 182, 2367]
reg-dot-yellow [574, 2357, 584, 2367]
reg-dot-yellow [951, 2357, 962, 2367]
social-bottom-divider [755, 1151, 1504, 1153]
farmers-story [38, 1871, 585, 2347]
kiru-s1-dateline: ಬಾಗಲಕೋಟೆ: [38, 313, 99, 329]
janmashtami-divider [745, 819, 746, 1848]
banner-word-1: INDEPENDENCE [1276, 1260, 1455, 1284]
photo-person-2 [813, 384, 883, 544]
region-body [1120, 193, 1312, 801]
